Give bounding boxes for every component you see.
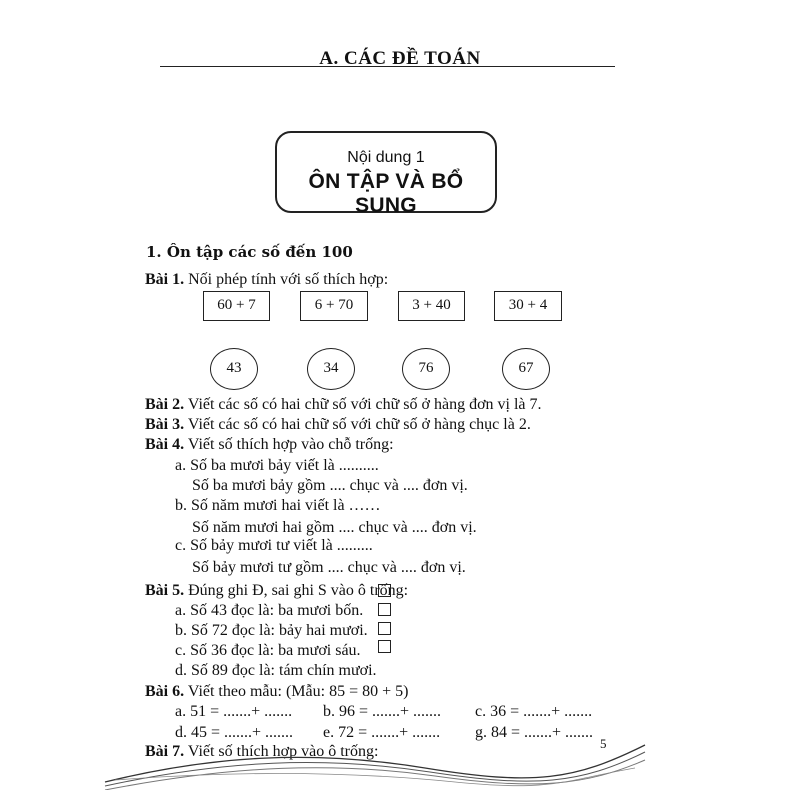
decomposition-item: c. 36 = .......+ ....... [475, 703, 593, 720]
topic-box [275, 131, 497, 217]
expression-box: 3 + 40 [398, 291, 465, 321]
number-oval: 34 [307, 348, 355, 390]
exercise-line: c. Số bảy mươi tư viết là ......... [175, 537, 373, 554]
decomposition-item: d. 45 = .......+ ....... [175, 724, 294, 741]
statement: a. Số 43 đọc là: ba mươi bốn. [175, 602, 364, 619]
exercise-label: Bài 1. [145, 271, 185, 288]
decomposition-item: e. 72 = .......+ ....... [323, 724, 441, 741]
number-oval: 67 [502, 348, 550, 390]
exercise-1 [145, 270, 388, 290]
number-oval: 76 [402, 348, 450, 390]
exercise-label: Bài 3. [145, 416, 185, 433]
exercise-text: Viết các số có hai chữ số với chữ số ở hàng chục là 2. [187, 416, 531, 433]
statement: d. Số 89 đọc là: tám chín mươi. [175, 662, 377, 679]
expression-box: 6 + 70 [300, 291, 368, 321]
exercise-line: b. Số năm mươi hai viết là …… [175, 497, 381, 514]
answer-box[interactable] [378, 603, 391, 616]
exercise-text: Viết các số có hai chữ số với chữ số ở hàng đơn vị là 7. [187, 396, 542, 413]
chapter-title: A. CÁC ĐỀ TOÁN [319, 48, 481, 69]
statement: b. Số 72 đọc là: bảy hai mươi. [175, 622, 368, 639]
answer-box[interactable] [378, 584, 391, 597]
expression-box: 60 + 7 [203, 291, 270, 321]
exercise-text: Viết số thích hợp vào chỗ trống: [187, 436, 394, 453]
exercise-line: Số năm mươi hai gồm .... chục và .... đơn vị. [192, 519, 477, 536]
exercise-text: Nối phép tính với số thích hợp: [188, 271, 389, 288]
topic-label: Nội dung 1 [347, 149, 425, 166]
expression-box: 30 + 4 [494, 291, 562, 321]
exercise-label: Bài 6. [145, 683, 185, 700]
wave-decoration [95, 720, 655, 790]
exercise-line: Số ba mươi bảy gồm .... chục và .... đơn vị. [192, 477, 468, 494]
decomposition-item: a. 51 = .......+ ....... [175, 703, 293, 720]
exercise-3 [145, 415, 531, 435]
decomposition-item: b. 96 = .......+ ....... [323, 703, 442, 720]
exercise-label: Bài 2. [145, 396, 185, 413]
exercise-label: Bài 7. [145, 743, 185, 760]
decomposition-item: g. 84 = .......+ ....... [475, 724, 594, 741]
exercise-2 [145, 395, 542, 415]
statement: c. Số 36 đọc là: ba mươi sáu. [175, 642, 361, 659]
exercise-line: Số bảy mươi tư gồm .... chục và .... đơn vị. [192, 559, 466, 576]
exercise-label: Bài 4. [145, 436, 185, 453]
header-rule [160, 66, 615, 67]
topic-title: ÔN TẬP VÀ BỔ SUNG [308, 170, 464, 217]
exercise-text: Viết số thích hợp vào ô trống: [187, 743, 379, 760]
answer-box[interactable] [378, 622, 391, 635]
section-title: 1. Ôn tập các số đến 100 [146, 243, 353, 261]
exercise-4 [145, 435, 394, 455]
page-number: 5 [600, 736, 607, 751]
exercise-text: Viết theo mẫu: (Mẫu: 85 = 80 + 5) [187, 683, 409, 700]
answer-box[interactable] [378, 640, 391, 653]
number-oval: 43 [210, 348, 258, 390]
exercise-text: Đúng ghi Đ, sai ghi S vào ô trống: [188, 582, 409, 599]
exercise-line: a. Số ba mươi bảy viết là .......... [175, 457, 379, 474]
exercise-6 [145, 682, 408, 702]
exercise-5 [145, 581, 408, 601]
exercise-label: Bài 5. [145, 582, 185, 599]
